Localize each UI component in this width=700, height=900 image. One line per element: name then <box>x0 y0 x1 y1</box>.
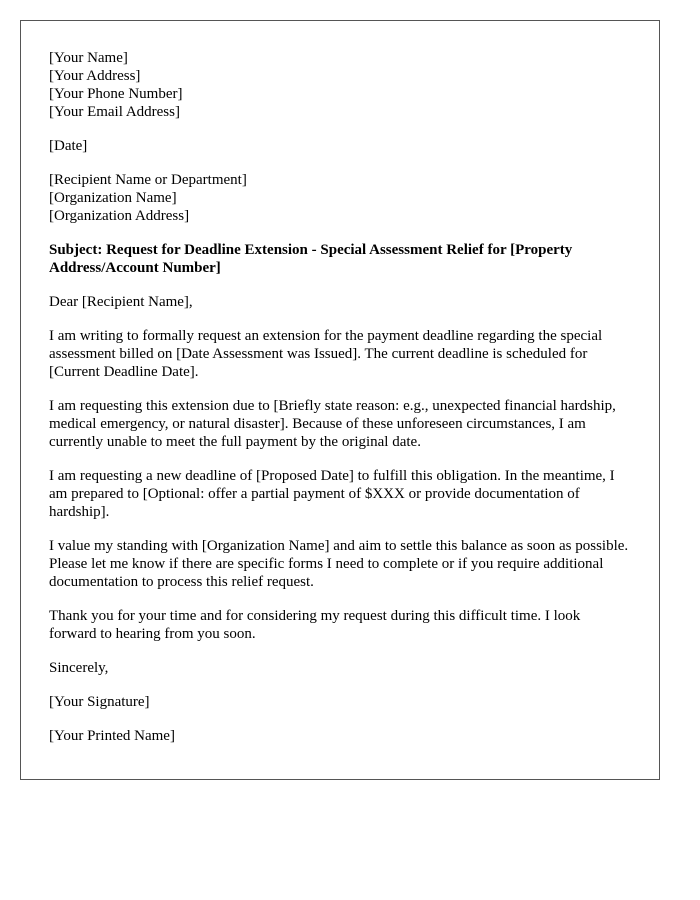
body-paragraph-2: I am requesting this extension due to [Briefly state reason: e.g., unexpected financial hardship, medical emergency, or natural disaster]. Because of these unforeseen circumstances, I am currently unable to meet the full payment by the original date. <box>49 398 616 450</box>
sender-address: [Your Address] <box>49 68 141 84</box>
body-paragraph-5: Thank you for your time and for considering my request during this difficult time. I look forward to hearing from you soon. <box>49 608 581 642</box>
salutation: Dear [Recipient Name], <box>49 294 193 310</box>
printed-name: [Your Printed Name] <box>49 728 175 744</box>
recipient-address: [Organization Address] <box>49 208 190 224</box>
letter-date: [Date] <box>49 138 88 154</box>
closing: Sincerely, <box>49 660 109 676</box>
recipient-block <box>49 171 631 225</box>
signature-line: [Your Signature] <box>49 694 150 710</box>
recipient-name: [Recipient Name or Department] <box>49 172 247 188</box>
sender-block <box>49 49 631 121</box>
body-paragraph-3: I am requesting a new deadline of [Proposed Date] to fulfill this obligation. In the meantime, I am prepared to [Optional: offer a partial payment of $XXX or provide documentation of hardship]. <box>49 468 615 520</box>
sender-phone: [Your Phone Number] <box>49 86 183 102</box>
sender-email: [Your Email Address] <box>49 104 180 120</box>
recipient-organization: [Organization Name] <box>49 190 177 206</box>
body-paragraph-4: I value my standing with [Organization Name] and aim to settle this balance as soon as possible. Please let me know if there are specific forms I need to complete or if you require additional documentation to process this relief request. <box>49 538 629 590</box>
sender-name: [Your Name] <box>49 50 128 66</box>
letter-page <box>20 20 660 780</box>
subject-line: Subject: Request for Deadline Extension - Special Assessment Relief for [Property Address/Account Number] <box>49 242 573 276</box>
body-paragraph-1: I am writing to formally request an extension for the payment deadline regarding the special assessment billed on [Date Assessment was Issued]. The current deadline is scheduled for [Current Deadline Date]. <box>49 328 603 380</box>
date-block <box>49 137 631 155</box>
